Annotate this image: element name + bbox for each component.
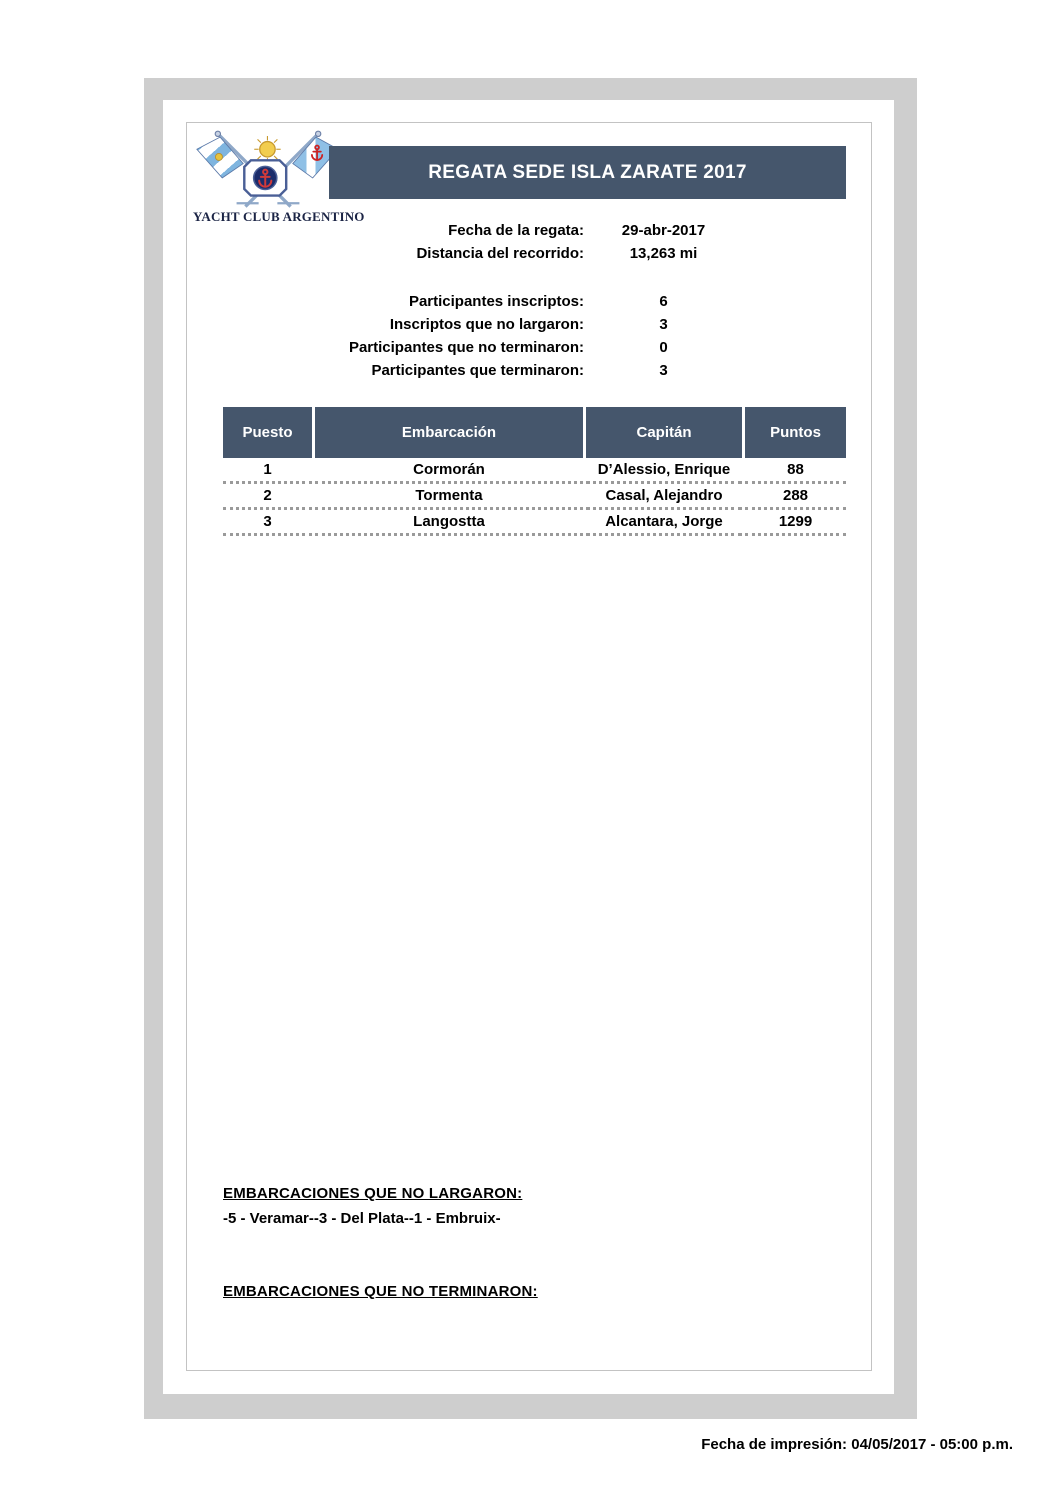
table-row [223, 510, 846, 536]
table-row [223, 458, 846, 484]
results-table-header [223, 407, 846, 458]
participantes-no-terminaron-value: 0 [659, 339, 668, 356]
report-frame [186, 122, 872, 1371]
report-page [163, 100, 894, 1394]
results-table [223, 407, 846, 536]
participantes-terminaron-value: 3 [659, 362, 668, 379]
distancia-value: 13,263 mi [629, 245, 698, 262]
crossed-flags-anchor-crest-icon [193, 125, 343, 211]
inscriptos-no-largaron-value: 3 [659, 316, 668, 333]
cell-puntos: 288 [745, 484, 846, 510]
cell-puesto: 1 [223, 458, 312, 484]
page-background [144, 78, 917, 1419]
participantes-terminaron-label: Participantes que terminaron: [371, 362, 584, 379]
club-name: YACHT CLUB ARGENTINO [193, 209, 365, 224]
no-largaron-list: -5 - Veramar--3 - Del Plata--1 - Embruix- [223, 1210, 501, 1227]
no-terminaron-heading: EMBARCACIONES QUE NO TERMINARON: [223, 1283, 538, 1300]
cell-puntos: 88 [745, 458, 846, 484]
cell-embarcacion: Langostta [315, 510, 583, 536]
header-puntos: Puntos [745, 407, 846, 458]
participantes-no-terminaron-label: Participantes que no terminaron: [348, 339, 584, 356]
cell-capitan: Casal, Alejandro [586, 484, 742, 510]
yacht-club-logo [193, 125, 365, 229]
distancia-label: Distancia del recorrido: [416, 245, 584, 262]
print-date: Fecha de impresión: 04/05/2017 - 05:00 p.m. [701, 1436, 1013, 1453]
cell-embarcacion: Tormenta [315, 484, 583, 510]
report-title: REGATA SEDE ISLA ZARATE 2017 [428, 161, 747, 183]
fecha-regata-value: 29-abr-2017 [621, 222, 706, 239]
header-embarcacion: Embarcación [315, 407, 583, 458]
inscriptos-no-largaron-label: Inscriptos que no largaron: [389, 316, 584, 333]
cell-puesto: 3 [223, 510, 312, 536]
cell-embarcacion: Cormorán [315, 458, 583, 484]
participantes-inscriptos-value: 6 [659, 293, 668, 310]
header-capitan: Capitán [586, 407, 742, 458]
report-title-bar [329, 146, 846, 199]
table-row [223, 484, 846, 510]
fecha-regata-label: Fecha de la regata: [448, 222, 584, 239]
cell-puntos: 1299 [745, 510, 846, 536]
cell-capitan: Alcantara, Jorge [586, 510, 742, 536]
header-puesto: Puesto [223, 407, 312, 458]
cell-capitan: D’Alessio, Enrique [586, 458, 742, 484]
participantes-inscriptos-label: Participantes inscriptos: [408, 293, 584, 310]
cell-puesto: 2 [223, 484, 312, 510]
no-largaron-heading: EMBARCACIONES QUE NO LARGARON: [223, 1185, 523, 1202]
